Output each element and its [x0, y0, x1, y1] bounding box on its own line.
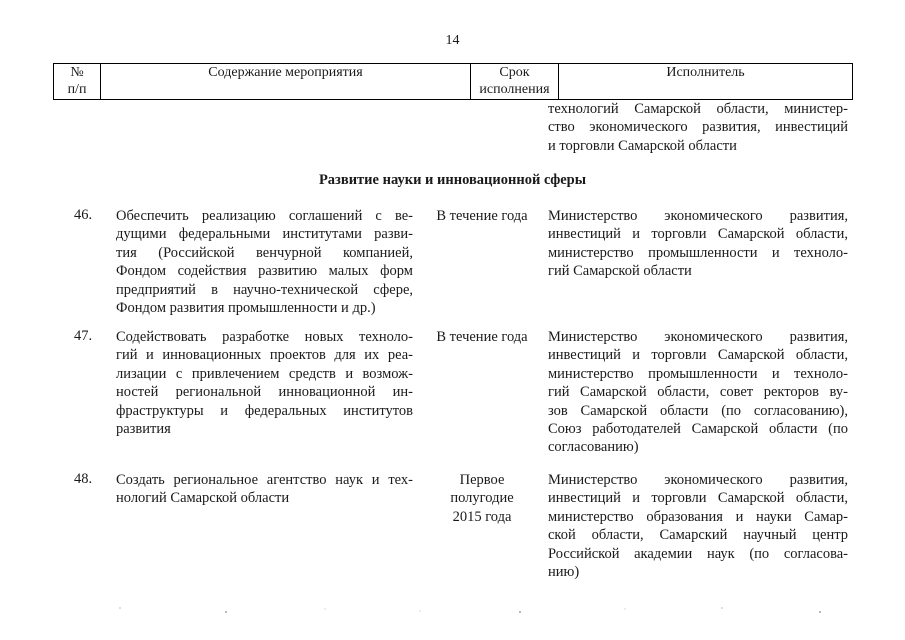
scan-speck [819, 611, 821, 613]
row-content [116, 471, 413, 508]
text-line: зов Самарской области (по согласованию), [548, 402, 848, 419]
header-executor-cell [559, 64, 853, 100]
header-num-cell [54, 64, 101, 100]
text-line: тия (Российской венчурной компанией, [116, 244, 413, 261]
header-deadline-cell [471, 64, 559, 100]
text-line: лизации с привлечением средств и возмож- [116, 365, 413, 382]
row-number: 46. [74, 207, 93, 223]
header-num-line-1: № [70, 65, 84, 80]
row-number: 47. [74, 328, 93, 344]
text-line: гий Самарской области, совет ректоров ву- [548, 384, 848, 401]
text-line: согласованию) [548, 439, 639, 456]
header-content-cell [101, 64, 471, 100]
text-line: фраструктуры и федеральных институтов [116, 402, 413, 419]
text-line: Министерство экономического развития, [548, 208, 848, 224]
text-line: ство экономического развития, инвестиций [548, 119, 848, 136]
header-executor-label: Исполнитель [666, 65, 745, 80]
text-line: гий Самарской области [548, 263, 692, 280]
text-line: В течение года [436, 208, 528, 224]
row-content [116, 207, 413, 317]
text-line: нологий Самарской области [116, 490, 290, 507]
text-line: Министерство экономического развития, [548, 472, 848, 488]
text-line: полугодие [450, 490, 514, 507]
row-deadline [428, 207, 536, 225]
scan-speck [625, 609, 626, 610]
text-line: Министерство экономического развития, [548, 329, 848, 345]
text-line: Содействовать разработке новых техноло- [116, 329, 413, 345]
text-line: дущими федеральными институтами разви- [116, 226, 413, 243]
section-title: Развитие науки и инновационной сферы [318, 172, 587, 188]
text-line: технологий Самарской области, министер- [548, 101, 848, 117]
continued-executor-text [548, 100, 848, 155]
text-line: министерство промышленности и техноло- [548, 244, 848, 261]
text-line: ностей региональной инновационной ин- [116, 384, 413, 401]
text-line: Фондом развития промышленности и др.) [116, 300, 376, 317]
table-header [53, 63, 853, 100]
text-line: Фондом содействия развитию малых форм [116, 263, 413, 280]
scan-speck [721, 607, 722, 608]
text-line: Обеспечить реализацию соглашений с ве- [116, 208, 413, 224]
row-deadline [428, 471, 536, 526]
text-line: гий и инновационных проектов для их реа- [116, 347, 413, 364]
text-line: ской области, Самарский научный центр [548, 527, 848, 544]
header-content-label: Содержание мероприятия [208, 65, 363, 80]
text-line: Союз работодателей Самарской области (по [548, 421, 848, 438]
text-line: В течение года [436, 329, 528, 345]
text-line: Российской академии наук (по согласова- [548, 545, 848, 562]
scan-speck [519, 611, 521, 613]
scan-specks [0, 606, 905, 616]
row-content [116, 328, 413, 438]
row-executor [548, 471, 848, 581]
text-line: министерство промышленности и техноло- [548, 365, 848, 382]
page-number: 14 [445, 33, 460, 48]
scan-speck [325, 609, 326, 610]
text-line: предприятий в научно-технической сфере, [116, 281, 413, 298]
header-num-line-2: п/п [67, 82, 87, 97]
row-executor [548, 207, 848, 281]
text-line: и торговли Самарской области [548, 137, 737, 154]
text-line: инвестиций и торговли Самарской области, [548, 490, 848, 507]
text-line: инвестиций и торговли Самарской области, [548, 347, 848, 364]
text-line: Первое [459, 472, 505, 488]
text-line: 2015 года [452, 508, 512, 525]
row-number: 48. [74, 471, 93, 487]
header-deadline-line-1: Срок [499, 65, 530, 80]
scan-speck [119, 607, 120, 608]
scan-speck [420, 611, 421, 612]
row-deadline [428, 328, 536, 346]
text-line: развития [116, 421, 171, 438]
text-line: нию) [548, 564, 580, 581]
text-line: Создать региональное агентство наук и тех- [116, 472, 413, 488]
scan-speck [225, 611, 227, 613]
header-deadline-line-2: исполнения [479, 82, 550, 97]
text-line: министерство образования и науки Самар- [548, 508, 848, 525]
row-executor [548, 328, 848, 457]
text-line: инвестиций и торговли Самарской области, [548, 226, 848, 243]
